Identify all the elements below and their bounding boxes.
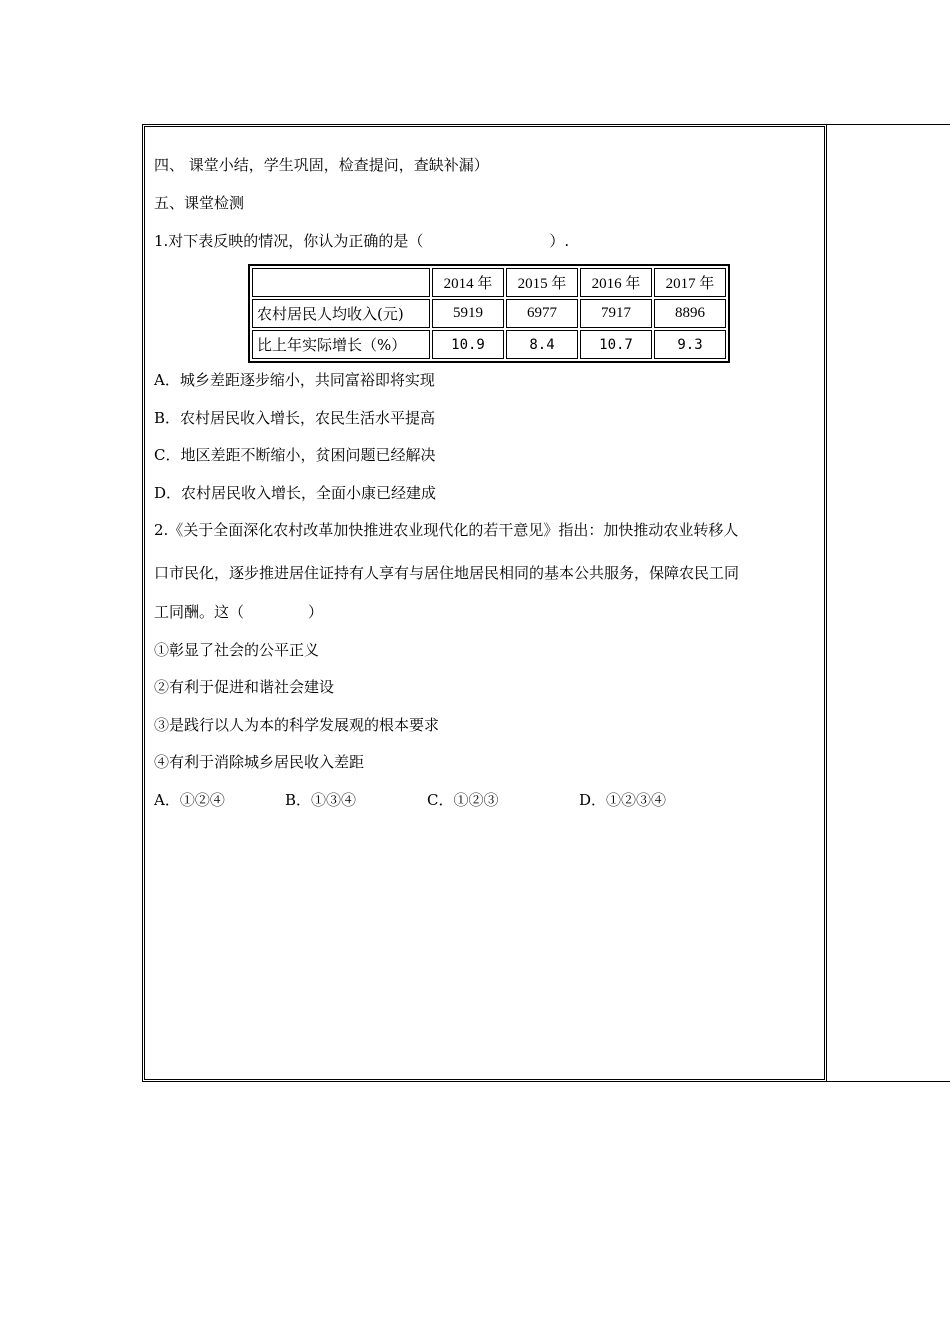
question-1-stem: [154, 231, 569, 251]
question-2-stem-prefix: 工同酬。这（: [154, 603, 245, 621]
table-cell: 7917: [580, 299, 652, 328]
question-1-stem-prefix: 1.对下表反映的情况，你认为正确的是（: [154, 232, 424, 250]
question-2-statement-3: ③是践行以人为本的科学发展观的根本要求: [154, 716, 440, 734]
income-table: [248, 264, 730, 363]
table-row-label: 比上年实际增长（%）: [252, 330, 430, 359]
table-cell: 10.7: [580, 330, 652, 359]
question-2-stem-line-2: 口市民化，逐步推进居住证持有人享有与居住地居民相同的基本公共服务，保障农民工同: [154, 564, 740, 582]
side-notes-column: [827, 124, 950, 1082]
question-2-choices: [154, 790, 754, 810]
question-2-stem-line-1: 2.《关于全面深化农村改革加快推进农业现代化的若干意见》指出：加快推动农业转移人: [154, 521, 739, 539]
table-cell: 10.9: [432, 330, 504, 359]
table-row: [252, 330, 726, 359]
table-header-cell: 2015 年: [506, 268, 578, 297]
choice-d: D．①②③④: [579, 791, 667, 809]
question-2-stem-suffix: ）: [308, 603, 324, 621]
table-cell: 6977: [506, 299, 578, 328]
section-four-heading: 四、 课堂小结，学生巩固，检查提问，查缺补漏）: [154, 156, 489, 174]
table-corner-cell: [252, 268, 430, 297]
table-cell: 9.3: [654, 330, 726, 359]
question-1-option-a: A．城乡差距逐步缩小，共同富裕即将实现: [154, 371, 435, 389]
question-1-option-c: C．地区差距不断缩小，贫困问题已经解决: [154, 446, 436, 464]
table-row: [252, 299, 726, 328]
question-1-stem-suffix: ）.: [549, 232, 570, 250]
question-1-option-b: B．农村居民收入增长，农民生活水平提高: [154, 409, 436, 427]
table-cell: 5919: [432, 299, 504, 328]
choice-b: B．①③④: [285, 791, 357, 809]
table-cell: 8896: [654, 299, 726, 328]
table-row-label: 农村居民人均收入(元): [252, 299, 430, 328]
table-header-cell: 2014 年: [432, 268, 504, 297]
table-header-cell: 2017 年: [654, 268, 726, 297]
section-five-heading: 五、课堂检测: [154, 194, 245, 212]
choice-a: A．①②④: [154, 791, 225, 809]
table-header-row: [252, 268, 726, 297]
question-1-option-d: D．农村居民收入增长，全面小康已经建成: [154, 484, 437, 502]
table-header-cell: 2016 年: [580, 268, 652, 297]
choice-c: C．①②③: [427, 791, 499, 809]
question-2-statement-1: ①彰显了社会的公平正义: [154, 641, 320, 659]
question-2-statement-4: ④有利于消除城乡居民收入差距: [154, 753, 365, 771]
question-2-statement-2: ②有利于促进和谐社会建设: [154, 678, 335, 696]
question-2-stem-line-3: [154, 602, 323, 622]
table-cell: 8.4: [506, 330, 578, 359]
